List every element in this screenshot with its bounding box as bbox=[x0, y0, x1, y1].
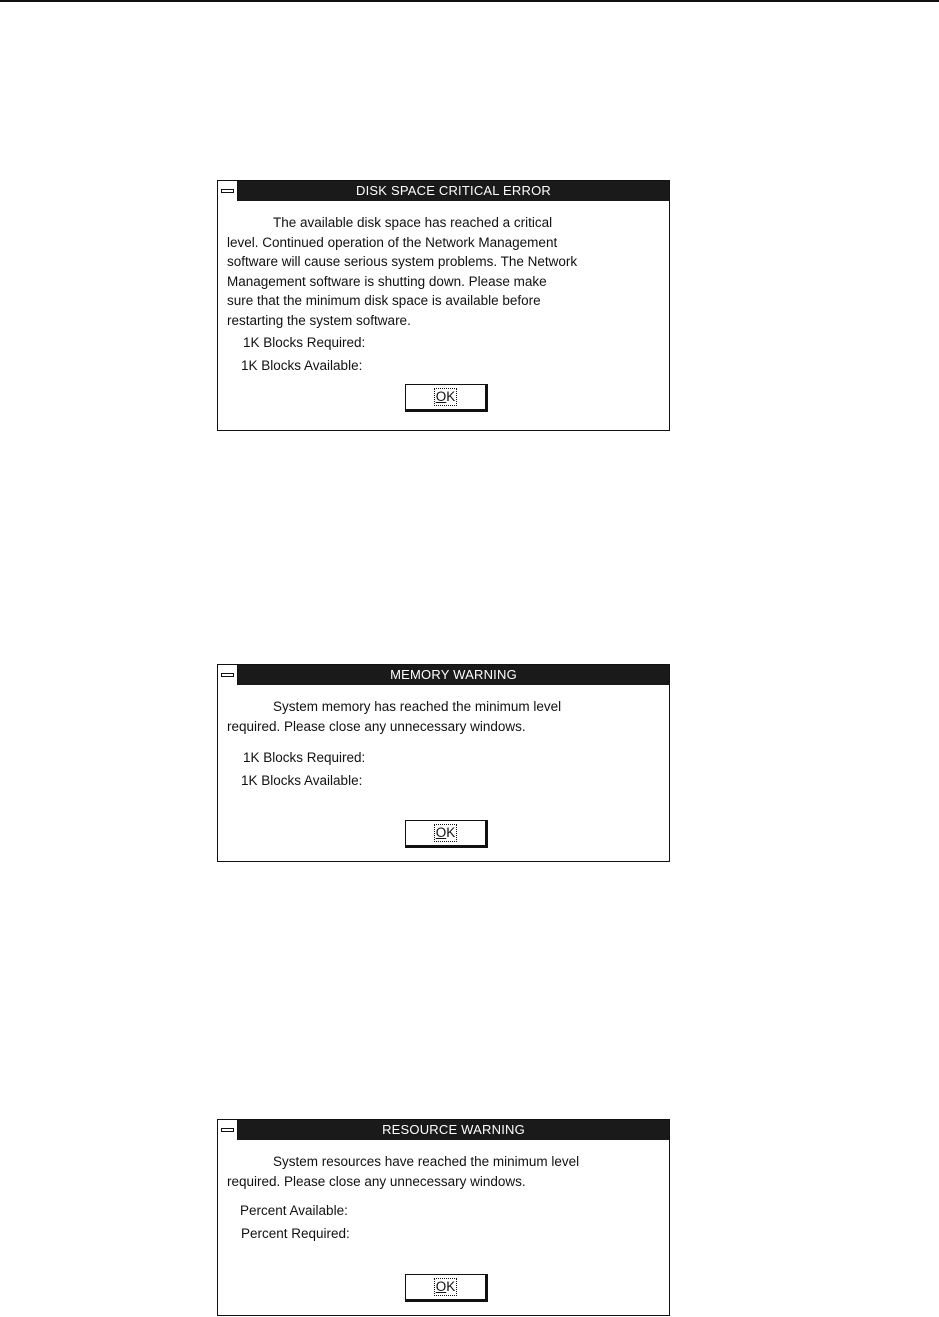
ok-button-label: OK bbox=[435, 825, 456, 840]
resource-warning-dialog bbox=[217, 1119, 670, 1316]
message-line: Management software is shutting down. Please make bbox=[227, 273, 547, 289]
blocks-available-label: 1K Blocks Available: bbox=[241, 358, 363, 373]
ok-button[interactable] bbox=[405, 384, 488, 412]
dialog-message bbox=[227, 697, 647, 736]
message-line: required. Please close any unnecessary windows. bbox=[227, 1173, 526, 1189]
ok-button[interactable] bbox=[405, 1274, 488, 1302]
ok-button-label: OK bbox=[435, 1279, 456, 1294]
dialog-title: DISK SPACE CRITICAL ERROR bbox=[356, 183, 551, 198]
message-line: level. Continued operation of the Network Management bbox=[227, 234, 558, 250]
blocks-required-label: 1K Blocks Required: bbox=[243, 335, 366, 350]
percent-required-label: Percent Required: bbox=[241, 1226, 350, 1241]
system-menu-bar-icon bbox=[221, 1128, 234, 1132]
dialog-title: MEMORY WARNING bbox=[390, 667, 517, 682]
ok-button-label: OK bbox=[435, 389, 456, 404]
dialog-message bbox=[227, 213, 647, 330]
message-line: software will cause serious system problems. The Network bbox=[227, 254, 578, 269]
message-line: System memory has reached the minimum level bbox=[273, 699, 562, 714]
percent-available-label: Percent Available: bbox=[240, 1203, 348, 1218]
dialog-title-bar bbox=[218, 181, 669, 201]
message-line: System resources have reached the minimum level bbox=[273, 1154, 580, 1169]
memory-warning-dialog bbox=[217, 664, 670, 862]
dialog-message bbox=[227, 1152, 647, 1191]
blocks-available-label: 1K Blocks Available: bbox=[241, 773, 363, 788]
system-menu-icon[interactable] bbox=[218, 1120, 238, 1140]
dialog-title: RESOURCE WARNING bbox=[382, 1122, 525, 1137]
system-menu-icon[interactable] bbox=[218, 665, 238, 685]
blocks-required-label: 1K Blocks Required: bbox=[243, 750, 366, 765]
message-line: sure that the minimum disk space is available before bbox=[227, 293, 541, 308]
system-menu-bar-icon bbox=[221, 189, 234, 193]
message-line: required. Please close any unnecessary windows. bbox=[227, 718, 526, 734]
page-top-rule bbox=[0, 0, 939, 2]
dialog-title-bar bbox=[218, 665, 669, 685]
dialog-title-bar bbox=[218, 1120, 669, 1140]
system-menu-bar-icon bbox=[221, 673, 234, 677]
disk-space-critical-error-dialog bbox=[217, 180, 670, 431]
message-line: The available disk space has reached a critical bbox=[273, 215, 553, 230]
ok-button[interactable] bbox=[405, 820, 488, 848]
message-line: restarting the system software. bbox=[227, 312, 411, 328]
system-menu-icon[interactable] bbox=[218, 181, 238, 201]
